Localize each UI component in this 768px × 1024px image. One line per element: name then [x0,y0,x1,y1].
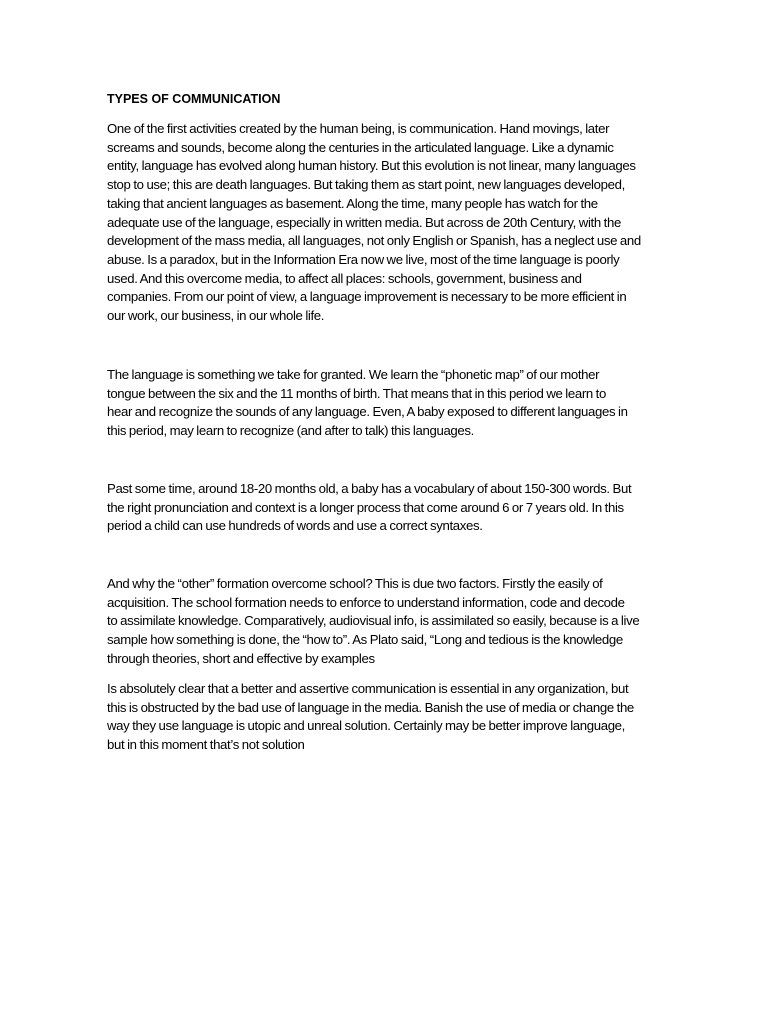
paragraph-line: Past some time, around 18-20 months old, a baby has a vocabulary of about 150-300 words. But [107,481,632,496]
paragraph-line: The language is something we take for granted. We learn the “phonetic map” of our mother [107,367,600,382]
paragraph-line: sample how something is done, the “how to”. As Plato said, “Long and tedious is the knowledge [107,632,623,648]
paragraph-3 [107,480,647,536]
paragraph-line: taking that ancient languages as basement. Along the time, many people has watch for the [107,195,598,211]
paragraph-line: way they use language is utopic and unreal solution. Certainly may be better improve language, [107,718,625,734]
paragraph-line: development of the mass media, all languages, not only English or Spanish, has a neglect use and [107,233,641,249]
paragraph-line: adequate use of the language, especially in written media. But across de 20th Century, with the [107,214,621,230]
paragraph-line: Is absolutely clear that a better and assertive communication is essential in any organization, but [107,681,629,696]
paragraph-line: abuse. Is a paradox, but in the Information Era now we live, most of the time language is poorly [107,251,620,267]
paragraph-line: stop to use; this are death languages. But taking them as start point, new languages developed, [107,177,625,193]
paragraph-4 [107,575,647,669]
paragraph-2 [107,366,647,441]
paragraph-line: acquisition. The school formation needs to enforce to understand information, code and decode [107,594,625,610]
paragraph-line: but in this moment that’s not solution [107,737,305,753]
paragraph-line: this is obstructed by the bad use of language in the media. Banish the use of media or change the [107,699,634,715]
paragraph-line: companies. From our point of view, a language improvement is necessary to be more efficient in [107,289,627,305]
paragraph-line: period a child can use hundreds of words and use a correct syntaxes. [107,518,483,534]
paragraph-line: our work, our business, in our whole life. [107,308,325,324]
paragraph-line: the right pronunciation and context is a longer process that come around 6 or 7 years old. In this [107,499,624,515]
paragraph-line: And why the “other” formation overcome school? This is due two factors. Firstly the easily of [107,576,603,591]
paragraph-line: through theories, short and effective by examples [107,650,375,666]
document-title: TYPES OF COMMUNICATION [107,92,281,106]
paragraph-line: to assimilate knowledge. Comparatively, audiovisual info, is assimilated so easily, because is a live [107,613,640,629]
paragraph-line: used. And this overcome media, to affect all places: schools, government, business and [107,270,582,286]
paragraph-line: screams and sounds, become along the centuries in the articulated language. Like a dynamic [107,139,614,155]
paragraph-line: entity, language has evolved along human history. But this evolution is not linear, many languages [107,158,636,174]
paragraph-5 [107,680,647,755]
paragraph-line: hear and recognize the sounds of any language. Even, A baby exposed to different languages in [107,404,628,420]
paragraph-line: tongue between the six and the 11 months of birth. That means that in this period we learn to [107,385,606,401]
paragraph-line: this period, may learn to recognize (and after to talk) this languages. [107,423,474,439]
paragraph-1 [107,120,647,326]
paragraph-line: One of the first activities created by the human being, is communication. Hand movings, later [107,121,610,136]
